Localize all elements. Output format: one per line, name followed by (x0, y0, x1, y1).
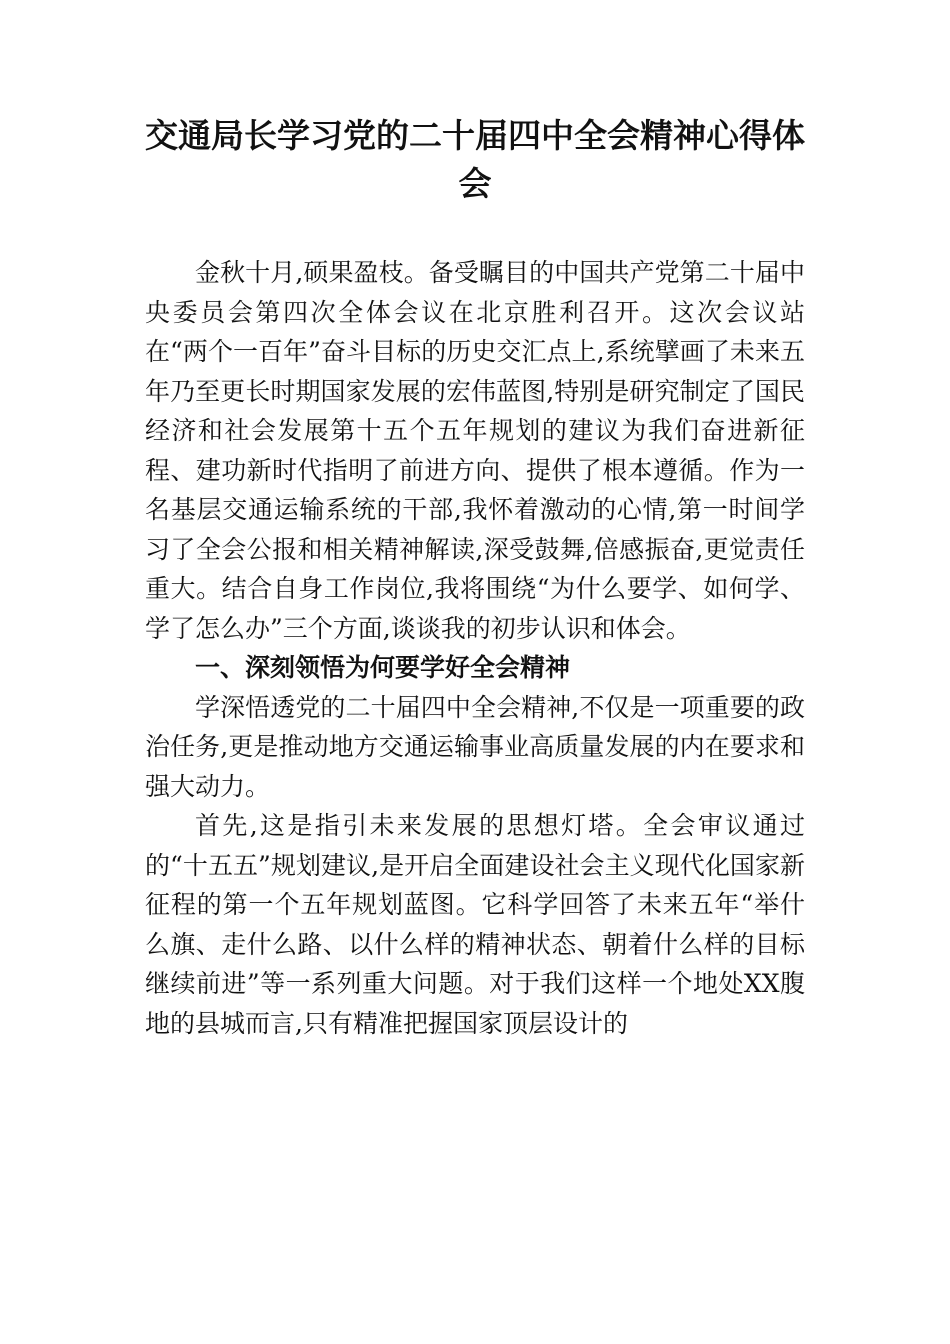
section-paragraph-2: 首先,这是指引未来发展的思想灯塔。全会审议通过的“十五五”规划建议,是开启全面建设社会主义现代化国家新征程的第一个五年规划蓝图。它科学回答了未来五年“举什么旗、走什么路、以什么样的精神状态、朝着什么样的目标继续前进”等一系列重大问题。对于我们这样一个地处XX腹地的县城而言,只有精准把握国家顶层设计的 (145, 811, 805, 1038)
section-heading: 一、深刻领悟为何要学好全会精神 (195, 653, 571, 682)
document-title: 交通局长学习党的二十届四中全会精神心得体会 (145, 116, 805, 203)
intro-paragraph: 金秋十月,硕果盈枝。备受瞩目的中国共产党第二十届中央委员会第四次全体会议在北京胜利召开。这次会议站在“两个一百年”奋斗目标的历史交汇点上,系统擘画了未来五年乃至更长时期国家发展的宏伟蓝图,特别是研究制定了国民经济和社会发展第十五个五年规划的建议为我们奋进新征程、建功新时代指明了前进方向、提供了根本遵循。作为一名基层交通运输系统的干部,我怀着激动的心情,第一时间学习了全会公报和相关精神解读,深受鼓舞,倍感振奋,更觉责任重大。结合自身工作岗位,我将围绕“为什么要学、如何学、学了怎么办”三个方面,谈谈我的初步认识和体会。 (145, 258, 805, 643)
section-paragraph-1: 学深悟透党的二十届四中全会精神,不仅是一项重要的政治任务,更是推动地方交通运输事业高质量发展的内在要求和强大动力。 (145, 692, 805, 801)
document-body (145, 253, 805, 1043)
